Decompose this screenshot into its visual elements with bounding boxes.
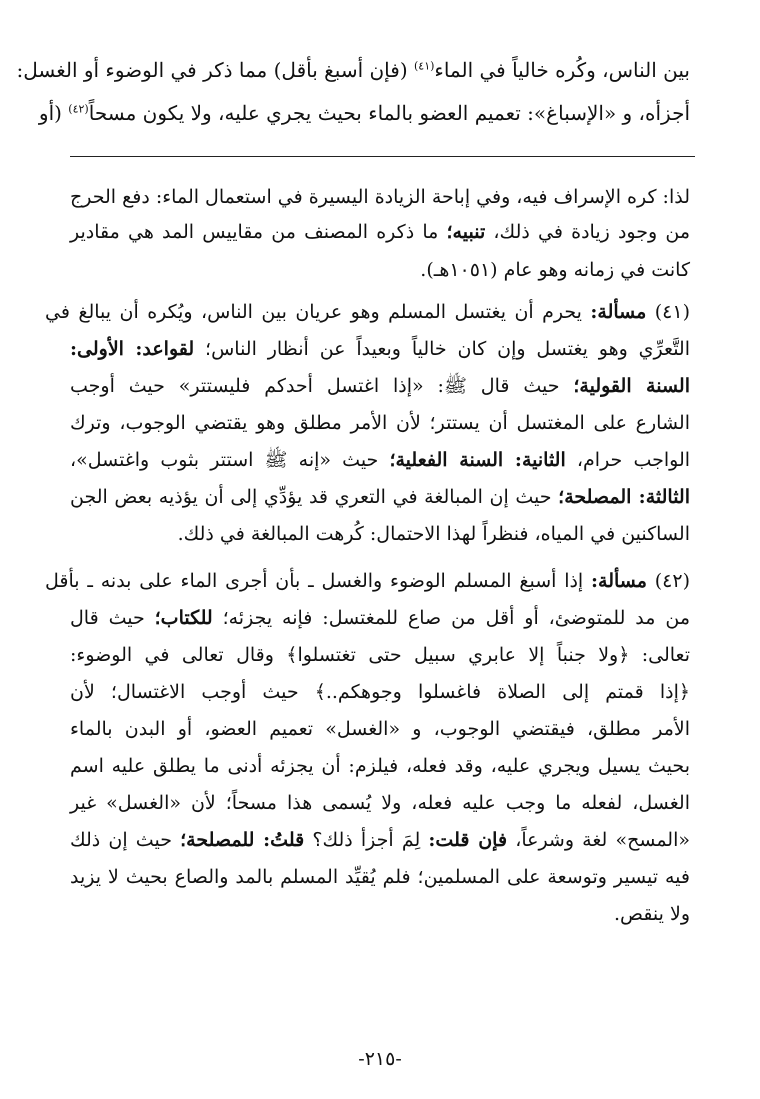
main-text-line-1: بين الناس، وكُره خالياً في الماء$^{(٤١)}$ (فإن أسبغ بأقل) مما ذكر في الوضوء أو الغسل: (16, 58, 690, 82)
footnote-line: فيه تيسير وتوسعة على المسلمين؛ فلم يُقيِّد المسلم بالمد والصاع بحيث لا يزيد (70, 866, 690, 888)
footnote-line: الأمر مطلق، فيقتضي الوجوب، و «الغسل» تعميم العضو، أو البدن بالماء (70, 718, 690, 740)
footnote-line: من وجود زيادة في ذلك، تنبيه؛ ما ذكره المصنف من مقاييس المد هي مقادير (70, 221, 690, 243)
footnote-line: كانت في زمانه وهو عام (١٠٥١هـ). (420, 259, 690, 281)
footnote-ref-41[interactable]: (٤١) (414, 59, 435, 73)
footnote-line: الساكنين في المياه، فنظراً لهذا الاحتمال: كُرهت المبالغة في ذلك. (177, 523, 690, 545)
footnote-line: تعالى: ﴿ولا جنباً إلا عابري سبيل حتى تغتسلوا﴾ وقال تعالى في الوضوء: (70, 644, 690, 666)
footnote-41-start: (٤١) مسألة: يحرم أن يغتسل المسلم وهو عريان بين الناس، ويُكره أن يبالغ في (45, 301, 690, 323)
footnote-divider (70, 156, 695, 157)
footnote-line: «المسح» لغة وشرعاً، فإن قلت: لِمَ أجزأ ذلك؟ قلتُ: للمصلحة؛ حيث إن ذلك (70, 829, 690, 851)
footnote-line: الشارع على المغتسل أن يستتر؛ لأن الأمر مطلق وهو يقتضي الوجوب، وترك (70, 412, 690, 434)
footnote-line: ولا ينقص. (614, 903, 690, 925)
footnote-line: من مد للمتوضئ، أو أقل من صاع للمغتسل: فإنه يجزئه؛ للكتاب؛ حيث قال (70, 607, 691, 629)
footnote-line: لذا: كره الإسراف فيه، وفي إباحة الزيادة اليسيرة في استعمال الماء: دفع الحرج (70, 186, 690, 208)
footnote-line: الثالثة: المصلحة؛ حيث إن المبالغة في التعري قد يؤدِّي إلى أن يؤذيه بعض الجن (70, 486, 690, 508)
footnote-ref-42[interactable]: (٤٢) (68, 102, 89, 116)
footnote-42-start: (٤٢) مسألة: إذا أسبغ المسلم الوضوء والغسل ـ بأن أجرى الماء على بدنه ـ بأقل (45, 570, 691, 592)
footnote-line: الواجب حرام، الثانية: السنة الفعلية؛ حيث «إنه ﷺ استتر بثوب واغتسل»، (70, 449, 691, 471)
footnote-line: بحيث يسيل ويجري عليه، وقد فعله، فيلزم: أن يجزئه أدنى ما يطلق عليه اسم (70, 755, 690, 777)
footnote-line: السنة القولية؛ حيث قال ﷺ: «إذا اغتسل أحدكم فليستتر» حيث أوجب (70, 375, 690, 397)
footnote-line: الغسل، لفعله ما وجب عليه فعله، ولا يُسمى هذا مسحاً؛ لأن «الغسل» غير (70, 792, 690, 814)
footnote-line: ﴿إذا قمتم إلى الصلاة فاغسلوا وجوهكم..﴾ حيث أوجب الاغتسال؛ لأن (70, 681, 690, 703)
main-text-line-2: أجزأه، و «الإسباغ»: تعميم العضو بالماء بحيث يجري عليه، ولا يكون مسحاً$^{(٤٢)}$ (أو (38, 101, 690, 125)
page-number: -٢١٥- (358, 1048, 402, 1070)
footnote-line: التَّعرِّي وهو يغتسل وإن كان خالياً وبعيداً عن أنظار الناس؛ لقواعد: الأولى: (70, 338, 690, 360)
